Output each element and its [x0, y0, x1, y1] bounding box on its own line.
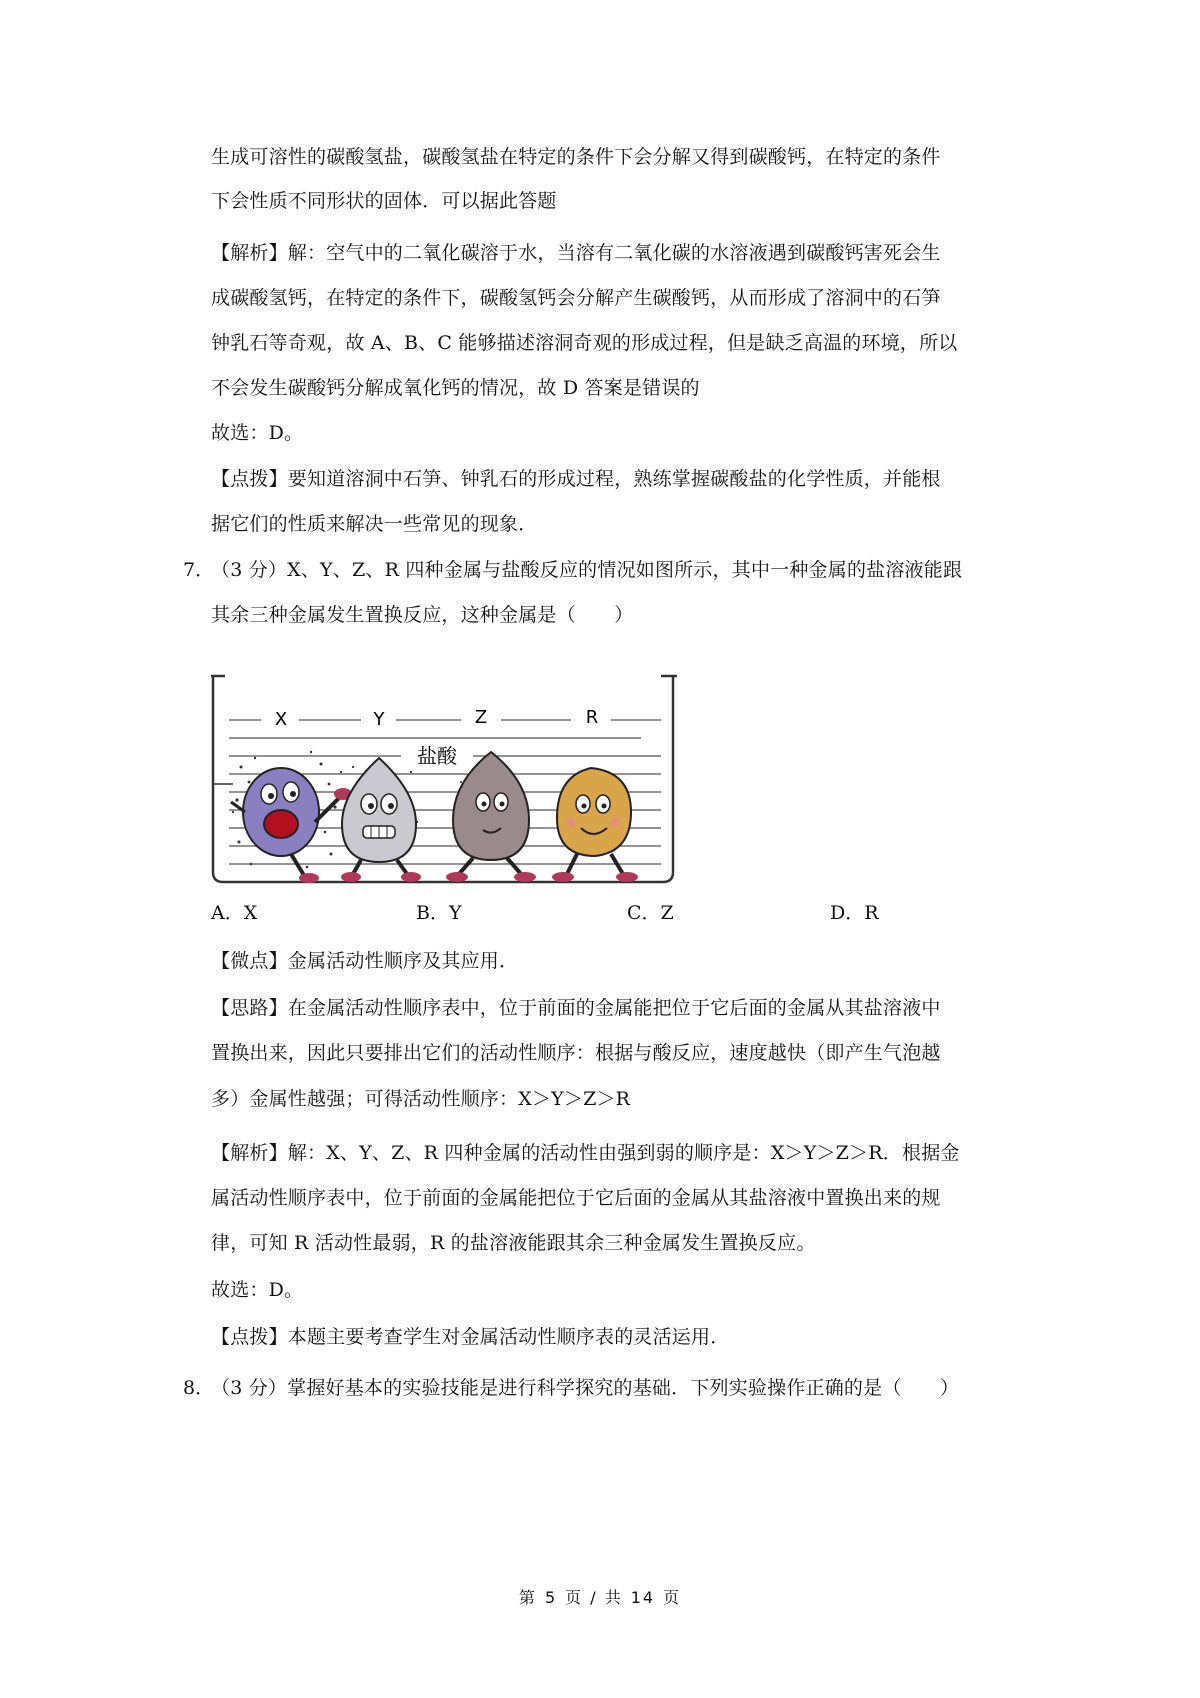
metal-x [231, 768, 352, 883]
footer-suffix: 页 [663, 1588, 682, 1607]
option-c: C．Z [627, 902, 674, 924]
analysis-line: 钟乳石等奇观，故 A、B、C 能够描述溶洞奇观的形成过程，但是缺乏高温的环境，所以 [211, 332, 958, 354]
tip-line: 据它们的性质来解决一些常见的现象． [211, 513, 538, 535]
question-number: 8． [183, 1377, 215, 1399]
question-stem: （3 分）掌握好基本的实验技能是进行科学探究的基础．下列实验操作正确的是（ ） [211, 1377, 960, 1399]
metal-label: Y [373, 709, 385, 730]
metal-label: X [274, 709, 288, 730]
analysis-line: 不会发生碳酸钙分解成氧化钙的情况，故 D 答案是错误的 [211, 377, 700, 399]
footer-prefix: 第 [518, 1588, 537, 1607]
answer-line: 故选：D。 [211, 422, 304, 444]
option-b: B．Y [416, 902, 462, 924]
analysis-line: 成碳酸氢钙，在特定的条件下，碳酸氢钙会分解产生碳酸钙，从而形成了溶洞中的石笋 [211, 287, 941, 309]
analysis-line: 【解析】解：X、Y、Z、R 四种金属的活动性由强到弱的顺序是：X＞Y＞Z＞R．根据金 [211, 1142, 960, 1164]
total-pages: 14 [630, 1588, 656, 1607]
question-stem: （3 分）X、Y、Z、R 四种金属与盐酸反应的情况如图所示，其中一种金属的盐溶液能跟 [211, 559, 963, 581]
metal-z [446, 752, 536, 882]
metal-label: Z [474, 707, 488, 728]
tip-line: 【点拨】本题主要考查学生对金属活动性顺序表的灵活运用． [211, 1326, 730, 1348]
reasoning-line: 多）金属性越强；可得活动性顺序：X＞Y＞Z＞R [211, 1088, 631, 1110]
analysis-line: 【解析】解：空气中的二氧化碳溶于水，当溶有二氧化碳的水溶液遇到碳酸钙害死会生 [211, 242, 941, 264]
option-a: A．X [211, 902, 258, 924]
reasoning-line: 【思路】在金属活动性顺序表中，位于前面的金属能把位于它后面的金属从其盐溶液中 [211, 997, 941, 1019]
analysis-line: 属活动性顺序表中，位于前面的金属能把位于它后面的金属从其盐溶液中置换出来的规 [211, 1187, 941, 1209]
acid-label: 盐酸 [417, 744, 457, 768]
text-line: 下会性质不同形状的固体．可以据此答题 [211, 190, 557, 212]
question-number: 7． [183, 559, 215, 581]
answer-line: 故选：D。 [211, 1279, 304, 1301]
page-footer [0, 1585, 1200, 1608]
text-line: 生成可溶性的碳酸氢盐，碳酸氢盐在特定的条件下会分解又得到碳酸钙，在特定的条件 [211, 146, 941, 168]
current-page: 5 [544, 1588, 558, 1607]
question-stem: 其余三种金属发生置换反应，这种金属是（ ） [211, 604, 634, 626]
reasoning-line: 置换出来，因此只要排出它们的活动性顺序：根据与酸反应，速度越快（即产生气泡越 [211, 1042, 941, 1064]
tip-line: 【点拨】要知道溶洞中石笋、钟乳石的形成过程，熟练掌握碳酸盐的化学性质，并能根 [211, 468, 941, 490]
option-d: D．R [830, 902, 879, 924]
metal-r [552, 768, 638, 882]
metals-in-acid-figure [211, 672, 679, 887]
metal-label: R [585, 707, 599, 728]
footer-mid: 页 / 共 [565, 1588, 623, 1607]
knowledge-point: 【微点】金属活动性顺序及其应用． [211, 950, 519, 972]
analysis-line: 律，可知 R 活动性最弱，R 的盐溶液能跟其余三种金属发生置换反应。 [211, 1232, 816, 1254]
